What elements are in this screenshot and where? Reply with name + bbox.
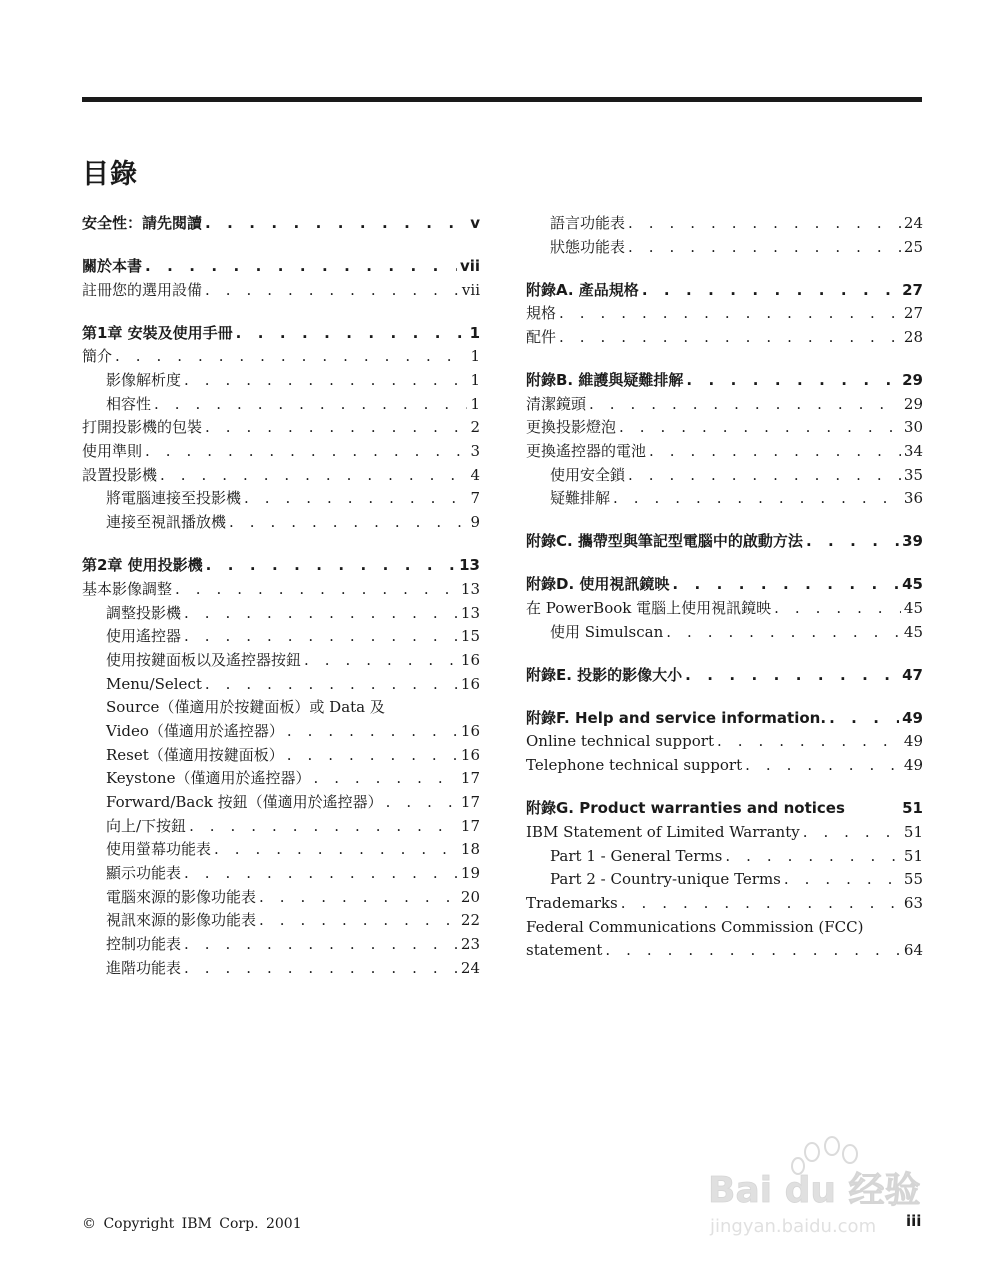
toc-entry-title: 配件 xyxy=(526,328,557,347)
toc-entry-title: 在 PowerBook 電腦上使用視訊鏡映 xyxy=(526,599,772,618)
toc-page-number: 13 xyxy=(460,579,480,598)
section-gap xyxy=(526,778,923,797)
toc-entry-title: 基本影像調整 xyxy=(82,579,173,598)
toc-page-number: 16 xyxy=(460,674,480,693)
dot-leader xyxy=(613,487,901,511)
toc-heading[interactable] xyxy=(82,212,480,236)
toc-page-number: 1 xyxy=(470,371,480,390)
toc-page-number: 23 xyxy=(460,935,480,954)
toc-entry[interactable] xyxy=(526,621,923,645)
dot-leader xyxy=(115,345,467,369)
toc-page-number: 1 xyxy=(470,394,480,413)
toc-page-number: 45 xyxy=(903,622,923,641)
dot-leader xyxy=(205,212,467,236)
toc-entry-title: 附錄G. Product warranties and notices xyxy=(526,799,845,818)
dot-leader xyxy=(259,886,458,910)
toc-page-number: 22 xyxy=(460,911,480,930)
dot-leader xyxy=(559,302,901,326)
toc-page-number: 29 xyxy=(903,394,923,413)
dot-leader xyxy=(717,730,901,754)
toc-entry-title: 附錄B. 維護與疑難排解 xyxy=(526,371,684,390)
toc-page-number: 13 xyxy=(460,603,480,622)
toc-page-number: 20 xyxy=(460,887,480,906)
toc-entry[interactable] xyxy=(82,886,480,910)
page-title: 目錄 xyxy=(82,159,138,190)
section-gap xyxy=(526,259,923,278)
toc-entry[interactable] xyxy=(82,862,480,886)
toc-entry[interactable] xyxy=(526,416,923,440)
toc-page-number: 30 xyxy=(903,418,923,437)
toc-entry-title: 第1章 安裝及使用手冊 xyxy=(82,323,233,342)
toc-entry[interactable] xyxy=(526,868,923,892)
section-gap xyxy=(526,687,923,706)
toc-entry-title: 規格 xyxy=(526,304,557,323)
toc-entry[interactable] xyxy=(526,754,923,778)
top-rule xyxy=(82,97,922,102)
toc-entry[interactable] xyxy=(526,212,923,236)
toc-entry[interactable] xyxy=(82,393,480,417)
toc-entry[interactable] xyxy=(82,909,480,933)
dot-leader xyxy=(628,236,901,260)
dot-leader xyxy=(184,933,458,957)
toc-entry-title: 更換遙控器的電池 xyxy=(526,442,647,461)
toc-heading[interactable] xyxy=(82,322,480,346)
toc-heading[interactable] xyxy=(526,279,923,303)
toc-page-number: 16 xyxy=(460,721,480,740)
watermark-url: jingyan.baidu.com xyxy=(710,1216,877,1237)
toc-entry-title: 將電腦連接至投影機 xyxy=(106,489,242,508)
dot-leader xyxy=(672,573,899,597)
toc-entry-title: 使用安全鎖 xyxy=(550,465,626,484)
toc-entry[interactable] xyxy=(526,236,923,260)
toc-page-number: 35 xyxy=(903,465,923,484)
dot-leader xyxy=(236,322,467,346)
toc-entry-title: 控制功能表 xyxy=(106,935,182,954)
toc-entry-title: 連接至視訊播放機 xyxy=(106,513,227,532)
toc-page-number: 51 xyxy=(903,846,923,865)
toc-entry-title: 顯示功能表 xyxy=(106,864,182,883)
toc-entry[interactable] xyxy=(82,279,480,303)
toc-entry-title: 視訊來源的影像功能表 xyxy=(106,911,257,930)
dot-leader xyxy=(628,212,901,236)
toc-entry[interactable] xyxy=(82,720,480,744)
toc-heading[interactable] xyxy=(526,797,923,821)
dot-leader xyxy=(259,909,458,933)
toc-entry[interactable] xyxy=(526,730,923,754)
dot-leader xyxy=(806,530,899,554)
dot-leader xyxy=(829,707,899,731)
toc-page-number: 7 xyxy=(470,489,480,508)
toc-entry-title: 註冊您的選用設備 xyxy=(82,280,203,299)
toc-entry-title: 設置投影機 xyxy=(82,465,158,484)
toc-entry-title: 調整投影機 xyxy=(106,603,182,622)
toc-entry[interactable] xyxy=(82,578,480,602)
toc-entry-title: 附錄A. 產品規格 xyxy=(526,280,639,299)
dot-leader xyxy=(686,369,899,393)
dot-leader xyxy=(287,720,458,744)
toc-entry[interactable] xyxy=(82,487,480,511)
toc-page-number: 17 xyxy=(460,769,480,788)
dot-leader xyxy=(184,625,458,649)
toc-page-number: 47 xyxy=(902,665,923,684)
toc-entry[interactable] xyxy=(82,345,480,369)
toc-entry[interactable] xyxy=(526,597,923,621)
toc-page-number: 25 xyxy=(903,237,923,256)
toc-entry-title: 安全性：請先閱讀 xyxy=(82,214,203,232)
toc-entry[interactable] xyxy=(526,464,923,488)
toc-entry[interactable] xyxy=(526,440,923,464)
toc-page-number: v xyxy=(470,214,480,232)
toc-entry[interactable] xyxy=(82,369,480,393)
section-gap xyxy=(526,350,923,369)
paw-pad-3 xyxy=(843,1145,857,1163)
dot-leader xyxy=(229,511,467,535)
dot-leader xyxy=(304,649,458,673)
toc-page-number: 9 xyxy=(470,513,480,532)
toc-entry-title: Telephone technical support xyxy=(526,756,743,775)
dot-leader xyxy=(666,621,901,645)
toc-page-number: 16 xyxy=(460,745,480,764)
toc-page-number: 34 xyxy=(903,442,923,461)
toc-entry-title: Part 1 - General Terms xyxy=(550,846,723,865)
toc-entry-title: 影像解析度 xyxy=(106,371,182,390)
dot-leader xyxy=(184,957,458,981)
dot-leader xyxy=(725,845,901,869)
toc-page-number: 13 xyxy=(459,556,480,575)
toc-entry[interactable] xyxy=(82,767,480,791)
copyright-notice: © Copyright IBM Corp. 2001 xyxy=(82,1216,302,1232)
section-gap xyxy=(526,645,923,664)
toc-entry-title: Trademarks xyxy=(526,893,618,912)
toc-page-number: 29 xyxy=(902,371,923,390)
toc-entry-title: 語言功能表 xyxy=(550,214,626,232)
toc-entry-title: 使用準則 xyxy=(82,442,143,461)
toc-page-number: 15 xyxy=(460,627,480,646)
toc-page-number: 24 xyxy=(903,214,923,232)
toc-page-number: 51 xyxy=(902,799,923,818)
dot-leader xyxy=(642,279,899,303)
dot-leader xyxy=(589,393,901,417)
dot-leader xyxy=(386,791,458,815)
toc-heading[interactable] xyxy=(526,707,923,731)
paw-pad-2 xyxy=(825,1137,839,1155)
toc-heading[interactable] xyxy=(526,530,923,554)
toc-page-number: 49 xyxy=(903,756,923,775)
dot-leader xyxy=(803,821,901,845)
toc-entry-continued: Federal Communications Commission (FCC) xyxy=(526,917,864,936)
toc-page-number: 17 xyxy=(460,816,480,835)
toc-page-number: 28 xyxy=(903,328,923,347)
baidu-watermark xyxy=(700,1130,940,1240)
section-gap xyxy=(526,511,923,530)
toc-entry[interactable] xyxy=(82,838,480,862)
toc-page-number: 3 xyxy=(470,442,480,461)
dot-leader xyxy=(184,862,458,886)
toc-entry-title: Part 2 - Country-unique Terms xyxy=(550,870,781,889)
toc-page-number: 27 xyxy=(903,304,923,323)
toc-left-column xyxy=(82,212,480,981)
dot-leader xyxy=(621,892,901,916)
toc-entry-title: 使用遙控器 xyxy=(106,627,182,646)
toc-page-number: 49 xyxy=(903,732,923,751)
toc-page-number: 16 xyxy=(460,650,480,669)
toc-entry[interactable] xyxy=(526,845,923,869)
dot-leader xyxy=(206,554,456,578)
toc-heading[interactable] xyxy=(526,664,923,688)
dot-leader xyxy=(619,416,901,440)
dot-leader xyxy=(774,597,901,621)
toc-entry-title: 附錄C. 攜帶型與筆記型電腦中的啟動方法 xyxy=(526,532,803,551)
toc-heading[interactable] xyxy=(526,369,923,393)
toc-page-number: 51 xyxy=(903,822,923,841)
toc-entry-title: 向上/下按鈕 xyxy=(106,816,187,835)
dot-leader xyxy=(214,838,458,862)
toc-page-number: 45 xyxy=(902,575,923,594)
toc-entry-title: Menu/Select xyxy=(106,674,202,693)
toc-page-number: 55 xyxy=(903,870,923,889)
toc-entry[interactable] xyxy=(526,302,923,326)
dot-leader xyxy=(287,744,458,768)
toc-heading[interactable] xyxy=(526,573,923,597)
toc-entry-title: Video（僅適用於遙控器） xyxy=(106,721,284,740)
section-gap xyxy=(82,236,480,255)
toc-entry-title: 附錄D. 使用視訊鏡映 xyxy=(526,575,670,594)
toc-entry-title: 清潔鏡頭 xyxy=(526,394,587,413)
paw-pad-1 xyxy=(805,1143,819,1161)
toc-entry[interactable] xyxy=(526,892,923,916)
section-gap xyxy=(82,302,480,321)
toc-entry[interactable] xyxy=(82,957,480,981)
toc-page-number: 1 xyxy=(470,347,480,366)
toc-entry[interactable] xyxy=(82,791,480,815)
toc-page-number: 27 xyxy=(902,280,923,299)
dot-leader xyxy=(154,393,467,417)
toc-entry[interactable] xyxy=(82,416,480,440)
dot-leader xyxy=(145,255,457,279)
toc-entry-title: 打開投影機的包裝 xyxy=(82,418,203,437)
dot-leader xyxy=(184,369,467,393)
dot-leader xyxy=(205,416,467,440)
toc-entry[interactable] xyxy=(82,744,480,768)
dot-leader xyxy=(784,868,901,892)
dot-leader xyxy=(205,673,458,697)
toc-entry-title: 附錄E. 投影的影像大小 xyxy=(526,665,683,684)
toc-entry[interactable] xyxy=(82,673,480,697)
toc-entry[interactable] xyxy=(82,511,480,535)
toc-entry-title: IBM Statement of Limited Warranty xyxy=(526,822,800,841)
toc-entry-title: 相容性 xyxy=(106,394,152,413)
dot-leader xyxy=(313,767,457,791)
toc-page-number: 19 xyxy=(460,864,480,883)
dot-leader xyxy=(605,939,901,963)
toc-entry[interactable] xyxy=(82,464,480,488)
toc-page-number: 36 xyxy=(903,489,923,508)
toc-entry[interactable] xyxy=(82,602,480,626)
toc-entry-continued: Source（僅適用於按鍵面板）或 Data 及 xyxy=(106,698,385,717)
toc-entry-title: 第2章 使用投影機 xyxy=(82,556,203,575)
toc-page-number: 4 xyxy=(470,465,480,484)
toc-page-number: vii xyxy=(461,280,480,299)
toc-entry-title: 使用按鍵面板以及遙控器按鈕 xyxy=(106,650,302,669)
toc-page-number: 63 xyxy=(903,893,923,912)
dot-leader xyxy=(628,464,901,488)
toc-entry[interactable] xyxy=(526,393,923,417)
toc-page-number: vii xyxy=(459,256,480,275)
toc-entry-title: Online technical support xyxy=(526,732,714,751)
dot-leader xyxy=(145,440,467,464)
toc-entry[interactable] xyxy=(82,933,480,957)
dot-leader xyxy=(559,326,901,350)
toc-page-number: 17 xyxy=(460,793,480,812)
toc-heading[interactable] xyxy=(82,255,480,279)
page-number: iii xyxy=(906,1212,922,1230)
toc-entry[interactable] xyxy=(526,821,923,845)
toc-entry-title: Forward/Back 按鈕（僅適用於遙控器） xyxy=(106,793,383,812)
dot-leader xyxy=(745,754,901,778)
toc-entry-title: 電腦來源的影像功能表 xyxy=(106,887,257,906)
toc-page-number: 2 xyxy=(470,418,480,437)
toc-heading[interactable] xyxy=(82,554,480,578)
toc-entry-title: statement xyxy=(526,941,603,960)
toc-entry-title: Keystone（僅適用於遙控器） xyxy=(106,769,311,788)
toc-page-number: 49 xyxy=(902,708,923,727)
dot-leader xyxy=(205,279,459,303)
toc-entry[interactable] xyxy=(82,625,480,649)
toc-entry-title: 使用 Simulscan xyxy=(550,622,664,641)
toc-page-number: 24 xyxy=(460,958,480,977)
toc-page-number: 1 xyxy=(469,323,480,342)
toc-entry[interactable] xyxy=(82,440,480,464)
toc-entry-title: 更換投影燈泡 xyxy=(526,418,617,437)
toc-page-number: 39 xyxy=(902,532,923,551)
dot-leader xyxy=(160,464,467,488)
toc-entry-title: 附錄F. Help and service information. xyxy=(526,708,827,727)
toc-entry-title: 關於本書 xyxy=(82,256,143,275)
toc-entry[interactable] xyxy=(82,815,480,839)
toc-entry[interactable] xyxy=(526,939,923,963)
toc-entry[interactable] xyxy=(82,649,480,673)
dot-leader xyxy=(184,602,458,626)
dot-leader xyxy=(685,664,899,688)
toc-right-column xyxy=(526,212,923,963)
toc-page-number: 18 xyxy=(460,840,480,859)
toc-entry-title: 進階功能表 xyxy=(106,958,182,977)
dot-leader xyxy=(244,487,467,511)
dot-leader xyxy=(175,578,458,602)
section-gap xyxy=(82,535,480,554)
toc-page-number: 64 xyxy=(903,941,923,960)
watermark-brand: Bai du 经验 xyxy=(708,1170,921,1211)
dot-leader xyxy=(189,815,458,839)
toc-entry-title: 使用螢幕功能表 xyxy=(106,840,212,859)
dot-leader xyxy=(649,440,901,464)
toc-entry-title: 疑難排解 xyxy=(550,489,611,508)
toc-page-number: 45 xyxy=(903,599,923,618)
toc-entry[interactable] xyxy=(526,326,923,350)
toc-entry[interactable] xyxy=(526,487,923,511)
section-gap xyxy=(526,554,923,573)
toc-entry-title: 簡介 xyxy=(82,347,113,366)
toc-entry-title: 狀態功能表 xyxy=(550,237,626,256)
toc-entry-title: Reset（僅適用按鍵面板） xyxy=(106,745,284,764)
